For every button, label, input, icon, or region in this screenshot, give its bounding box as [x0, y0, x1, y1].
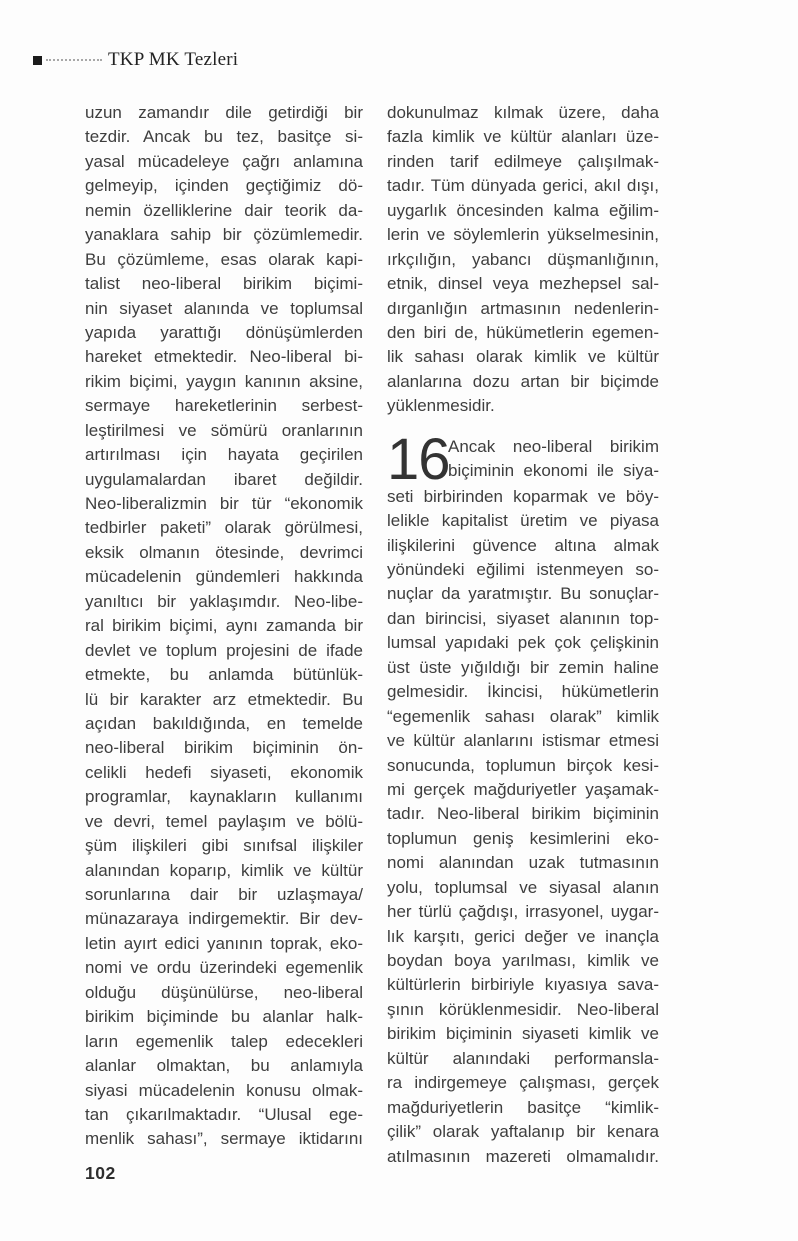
- text-line: toplumun geniş kesimlerini eko-: [387, 828, 659, 848]
- text-line: uzun zamandır dile getirdiği bir: [85, 103, 363, 122]
- text-line: nuçlar da yaratmıştır. Bu sonuçlar-: [387, 584, 659, 604]
- text-line: ların egemenlik talep edecekleri: [85, 1031, 363, 1051]
- text-line: atılmasının mazereti olmamalıdır.: [387, 1146, 659, 1166]
- text-line: dokunulmaz kılmak üzere, daha: [387, 103, 659, 122]
- text-line: üst üste yığıldığı bir zemin haline: [387, 657, 659, 677]
- text-line: yasal mücadeleye çağrı anlamına: [85, 151, 363, 171]
- text-line: tezdir. Ancak bu tez, basitçe si-: [85, 127, 363, 147]
- text-line: ırkçılığın, yabancı düşmanlığının,: [387, 249, 659, 269]
- text-line: mücadelenin gündemleri hakkında: [85, 567, 363, 587]
- text-line: mi gerçek mağduriyetler yaşamak-: [387, 779, 659, 799]
- text-line: biçiminin ekonomi ile siya-: [448, 461, 659, 481]
- text-line: rinden tarif edilmeye çalışılmak-: [387, 151, 659, 171]
- text-line: yanaklara sahip bir çözümlemedir.: [85, 225, 363, 245]
- text-line: lerin ve söylemlerin yükselmesinin,: [387, 225, 659, 245]
- text-line: talist neo-liberal birikim biçimi-: [85, 274, 363, 294]
- text-line: etnik, dinsel veya mezhepsel sal-: [387, 274, 659, 294]
- text-line: lik sahası olarak kimlik ve kültür: [387, 347, 659, 367]
- text-line: celikli hedefi siyaseti, ekonomik: [85, 762, 363, 782]
- text-line: lelikle kapitalist üretim ve piyasa: [387, 511, 659, 531]
- header-dotted-rule: [46, 59, 102, 61]
- text-line: programlar, kaynakların kullanımı: [85, 787, 363, 807]
- text-line: şının körüklenmesidir. Neo-liberal: [387, 999, 659, 1019]
- text-line: ve devri, temel paylaşım ve bölü-: [85, 811, 363, 831]
- text-line: devlet ve toplum projesini de ifade: [85, 640, 363, 660]
- text-line: şüm ilişkileri gibi sınıfsal ilişkiler: [85, 836, 363, 856]
- text-line: birikim biçiminde bu alanlar halk-: [85, 1007, 363, 1027]
- left-column-paragraph: [85, 101, 363, 1152]
- text-line: eksik olmanın ötesinde, devrimci: [85, 542, 363, 562]
- text-line: “egemenlik sahası olarak” kimlik: [387, 706, 659, 726]
- text-line: boydan boya yarılması, kimlik ve: [387, 951, 659, 970]
- running-header: [33, 50, 238, 70]
- text-line: dan birincisi, siyaset alanının top-: [387, 608, 659, 628]
- text-line: alanından koparıp, kimlik ve kültür: [85, 860, 363, 880]
- text-line: den biri de, hükümetlerin egemen-: [387, 322, 659, 342]
- text-line: yapıda yarattığı dönüşümlerden: [85, 322, 363, 342]
- thesis-16-intro: [448, 435, 659, 484]
- text-line: ra indirgemeye çalışması, gerçek: [387, 1073, 659, 1093]
- text-line: neo-liberal birikim biçiminin ön-: [85, 738, 363, 758]
- text-line: lü bir karakter arz etmektedir. Bu: [85, 689, 363, 709]
- text-line: alanlarına dozu artan bir biçimde: [387, 371, 659, 391]
- text-line: dırganlığın artmasının nedenlerin-: [387, 298, 659, 318]
- text-line: siyasi mücadelenin konusu olmak-: [85, 1080, 363, 1100]
- right-text-column: [387, 101, 659, 1169]
- text-line: mağduriyetlerin basitçe “kimlik-: [387, 1097, 659, 1117]
- header-square-icon: [33, 56, 42, 65]
- text-line: fazla kimlik ve kültür alanları üze-: [387, 127, 659, 147]
- thesis-16-head: [387, 426, 659, 492]
- text-line: artırılması için hayata geçirilen: [85, 445, 363, 465]
- text-line: sorunlarına dair bir uzlaşmaya/: [85, 885, 363, 904]
- text-line: tadır. Neo-liberal birikim biçiminin: [387, 804, 659, 824]
- text-line: her türlü çağdışı, irrasyonel, uygar-: [387, 902, 659, 922]
- text-line: ve kültür alanlarını istismar etmesi: [387, 731, 659, 751]
- text-line: gelmeyip, içinden geçtiğimiz dö-: [85, 176, 363, 196]
- text-line: nomi ve ordu üzerindeki egemenlik: [85, 958, 363, 978]
- text-line: olduğu düşünülürse, neo-liberal: [85, 982, 363, 1002]
- text-line: rikim biçimi, yaygın kanının aksine,: [85, 371, 363, 391]
- text-line: etmekte, bu anlamda bütünlük-: [85, 665, 363, 685]
- text-line: yanıltıcı bir yaklaşımdır. Neo-libe-: [85, 591, 363, 611]
- left-text-column: [85, 101, 363, 1152]
- text-line: tadır. Tüm dünyada gerici, akıl dışı,: [387, 176, 659, 196]
- text-line: uygarlık öncesinden kalma eğilim-: [387, 200, 659, 220]
- text-line: nomi alanından uzak tutmasının: [387, 853, 659, 873]
- text-line: nemin özelliklerine dair teorik da-: [85, 200, 363, 220]
- right-column-continuation: [387, 101, 659, 394]
- thesis-number: 16: [387, 426, 450, 492]
- text-line: münazaraya indirgemektir. Bir dev-: [85, 909, 363, 929]
- thesis-16-section: [387, 426, 659, 1169]
- thesis-16-body: [387, 485, 659, 1169]
- text-line: tedbirler paketi” olarak görülmesi,: [85, 518, 363, 538]
- text-line: ral birikim biçimi, aynı zamanda bir: [85, 616, 363, 636]
- text-line: Ancak neo-liberal birikim: [448, 436, 659, 456]
- text-line: menlik sahası”, sermaye iktidarını: [85, 1129, 363, 1149]
- text-line: alanlar olmaktan, bu anlamıyla: [85, 1056, 363, 1076]
- text-line: kültür alanındaki performansla-: [387, 1048, 659, 1068]
- text-line: çilik” olarak yaftalanıp bir kenara: [387, 1122, 659, 1142]
- text-line: Neo-liberalizmin bir tür “ekonomik: [85, 494, 363, 513]
- text-line: açıdan bakıldığında, en temelde: [85, 713, 363, 733]
- text-line: ilişkilerini güvence altına almak: [387, 535, 659, 555]
- text-line: seti birbirinden koparmak ve böy-: [387, 486, 659, 506]
- text-line: yolu, toplumsal ve siyasal alanın: [387, 877, 659, 897]
- text-line: sermaye hareketlerinin serbest-: [85, 396, 363, 416]
- text-line: yönündeki eğilimi istenmeyen so-: [387, 560, 659, 579]
- text-line: tan çıkarılmaktadır. “Ulusal ege-: [85, 1104, 363, 1124]
- running-header-title: TKP MK Tezleri: [108, 49, 239, 70]
- text-line: kültürlerin birbiriyle kıyasıya sava-: [387, 975, 659, 995]
- text-line: uygulamalardan ibaret değildir.: [85, 469, 363, 489]
- text-line: birikim biçiminin siyaseti kimlik ve: [387, 1024, 659, 1044]
- right-column-paragraph-end: yüklenmesidir.: [387, 396, 495, 416]
- page-number: 102: [85, 1163, 116, 1183]
- text-line: lık karşıtı, gerici değer ve inançla: [387, 926, 659, 946]
- text-line: sonucunda, toplumun birçok kesi-: [387, 755, 659, 775]
- text-line: hareket etmektedir. Neo-liberal bi-: [85, 347, 363, 367]
- text-line: lumsal yapıdaki pek çok çelişkinin: [387, 633, 659, 653]
- text-line: letin ayırt edici yanının toprak, eko-: [85, 933, 363, 953]
- text-line: leştirilmesi ve sömürü oranlarının: [85, 420, 363, 440]
- text-line: gelmesidir. İkincisi, hükümetlerin: [387, 682, 659, 702]
- text-line: Bu çözümleme, esas olarak kapi-: [85, 249, 363, 269]
- text-line: nin siyaset alanında ve toplumsal: [85, 298, 363, 318]
